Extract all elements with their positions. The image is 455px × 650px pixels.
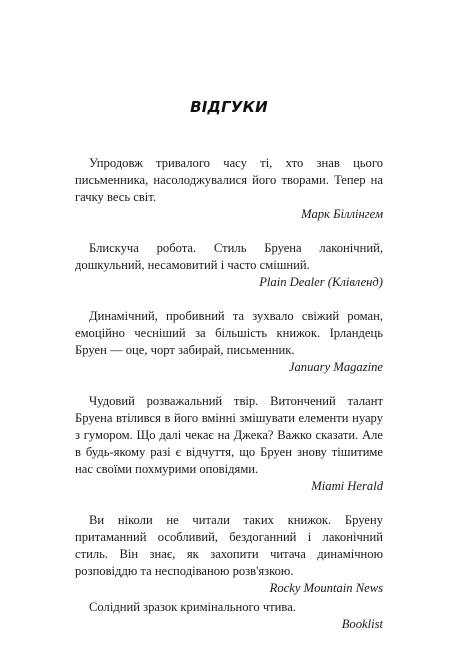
review-item [75, 155, 383, 223]
review-source: Марк Біллінгем [301, 207, 383, 221]
review-quote: Динамічний, пробивний та зухвало свіжий роман, емоційно чесніший за більшість книжок. Ірландець Бруен — оце, чорт забирай, письменник. [75, 309, 383, 357]
review-quote: Чудовий розважальний твір. Витончений талант Бруена втілився в його вмінні змішувати елементи нуару з гумором. Що далі чекає на Джека? Важко сказати. Але в будь-якому разі є відчуття, що Бруен знову тішитиме нас своїми похмурими оповідями. [75, 394, 383, 476]
page-title: ВІДГУКИ [190, 98, 268, 116]
review-source: Booklist [341, 617, 383, 631]
review-source: January Magazine [288, 360, 383, 374]
review-source: Rocky Mountain News [269, 581, 383, 595]
review-quote: Упродовж тривалого часу ті, хто знав цього письменника, насолоджувалися його творами. Тепер на гачку весь світ. [75, 156, 383, 204]
review-item [75, 393, 383, 495]
review-quote: Солідний зразок кримінального чтива. [89, 600, 296, 614]
review-quote: Ви ніколи не читали таких книжок. Бруену притаманний особливий, бездоганний і лаконічний стиль. Він знає, як захопити читача динамічною розповіддю та несподіваною розв'язкою. [75, 513, 383, 578]
review-item [75, 308, 383, 376]
reviews-list [75, 155, 383, 650]
review-source: Plain Dealer (Клівленд) [259, 275, 383, 289]
review-item [75, 240, 383, 291]
review-quote: Блискуча робота. Стиль Бруена лаконічний, дошкульний, несамовитий і часто смішний. [75, 241, 383, 272]
review-item [75, 512, 383, 597]
review-item [75, 599, 383, 633]
review-source: Miami Herald [311, 479, 383, 493]
